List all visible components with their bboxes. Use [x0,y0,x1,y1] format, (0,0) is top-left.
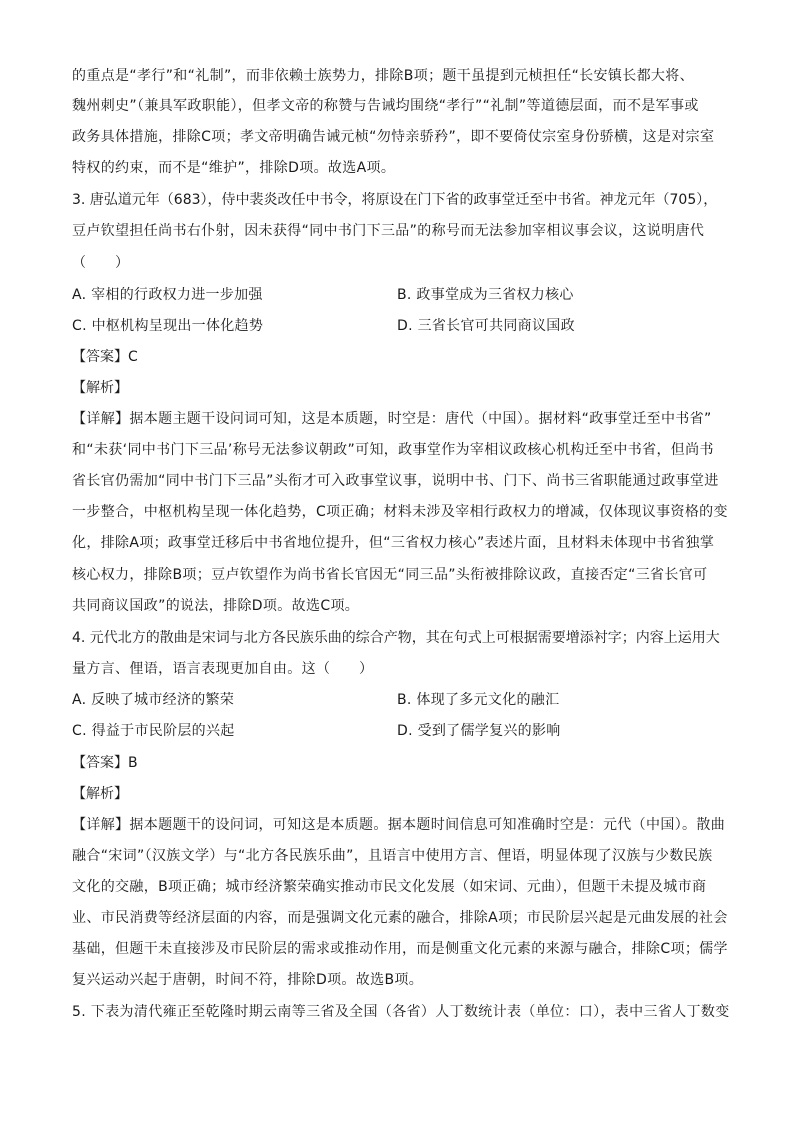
q3-detail-line: 共同商议国政”的说法，排除D项。故选C项。 [72,598,360,614]
q4-detail-line: 基础，但题干未直接涉及市民阶层的需求或推动作用，而是侧重文化元素的来源与融合，排除C项；儒学 [72,941,728,957]
q3-detail-line: 【详解】据本题主题干设问词可知，这是本质题，时空是：唐代（中国）。据材料“政事堂迁至中书省” [72,411,712,427]
q4-detail-line: 文化的交融，B项正确；城市经济繁荣确实推动市民文化发展（如宋词、元曲），但题干未提及城市商 [72,879,707,895]
q3-answer: 【答案】C [72,349,138,365]
q4-option-d: D. 受到了儒学复兴的影响 [397,723,561,739]
q4-detail-line: 【详解】据本题题干的设问词，可知这是本质题。据本题时间信息可知准确时空是：元代（中国）。散曲 [72,817,726,833]
q3-option-d: D. 三省长官可共同商议国政 [397,318,575,334]
q4-option-c: C. 得益于市民阶层的兴起 [72,723,235,739]
q4-stem-line: 4. 元代北方的散曲是宋词与北方各民族乐曲的综合产物，其在句式上可根据需要增添衬字；内容上运用大 [72,630,720,646]
q3-detail-line: 和“未获‘同中书门下三品’称号无法参议朝政”可知，政事堂作为宰相议政核心机构迁至中书省，但尚书 [72,442,714,458]
q2-analysis-line: 特权的约束，而不是“维护”，排除D项。故选A项。 [72,160,396,176]
q4-analysis-label: 【解析】 [72,786,128,802]
q3-option-a: A. 宰相的行政权力进一步加强 [72,287,263,303]
q4-detail-line: 业、市民消费等经济层面的内容，而是强调文化元素的融合，排除A项；市民阶层兴起是元曲发展的社会 [72,910,728,926]
q3-stem-line: （ ） [72,255,130,271]
q3-detail-line: 核心权力，排除B项；豆卢钦望作为尚书省长官因无“同三品”头衔被排除议政，直接否定“三省长官可 [72,567,708,583]
q4-option-b: B. 体现了多元文化的融汇 [397,692,560,708]
q3-option-c: C. 中枢机构呈现出一体化趋势 [72,318,264,334]
q4-option-a: A. 反映了城市经济的繁荣 [72,692,235,708]
q3-stem-line: 豆卢钦望担任尚书右仆射，因未获得“同中书门下三品”的称号而无法参加宰相议事会议，这说明唐代 [72,223,705,239]
q3-detail-line: 一步整合，中枢机构呈现一体化趋势，C项正确；材料未涉及宰相行政权力的增减，仅体现议事资格的变 [72,504,728,520]
q2-analysis-line: 政务具体措施，排除C项；孝文帝明确告诫元桢“勿恃亲骄矜”，即不要倚仗宗室身份骄横，这是对宗室 [72,129,715,145]
q4-stem-line: 量方言、俚语，语言表现更加自由。这（ ） [72,661,374,677]
q4-answer: 【答案】B [72,755,138,771]
q2-analysis-line: 的重点是“孝行”和“礼制”，而非依赖士族势力，排除B项；题干虽提到元桢担任“长安镇长都大将、 [72,68,694,84]
q4-detail-line: 融合“宋词”（汉族文学）与“北方各民族乐曲”，且语言中使用方言、俚语，明显体现了汉族与少数民族 [72,848,713,864]
q4-detail-line: 复兴运动兴起于唐朝，时间不符，排除D项。故选B项。 [72,972,424,988]
q3-analysis-label: 【解析】 [72,380,128,396]
q3-option-b: B. 政事堂成为三省权力核心 [397,287,574,303]
q2-analysis-line: 魏州刺史”（兼具军政职能），但孝文帝的称赞与告诫均围绕“孝行”“礼制”等道德层面，而不是军事或 [72,98,699,114]
q5-stem-line: 5. 下表为清代雍正至乾隆时期云南等三省及全国（各省）人丁数统计表（单位：口），表中三省人丁数变 [72,1004,730,1020]
q3-detail-line: 化，排除A项；政事堂迁移后中书省地位提升，但“三省权力核心”表述片面，且材料未体现中书省独掌 [72,535,715,551]
q3-detail-line: 省长官仍需加“同中书门下三品”头衔才可入政事堂议事，说明中书、门下、尚书三省职能通过政事堂进 [72,473,719,489]
q3-stem-line: 3. 唐弘道元年（683），侍中裴炎改任中书令，将原设在门下省的政事堂迁至中书省。神龙元年（705）， [72,192,718,208]
